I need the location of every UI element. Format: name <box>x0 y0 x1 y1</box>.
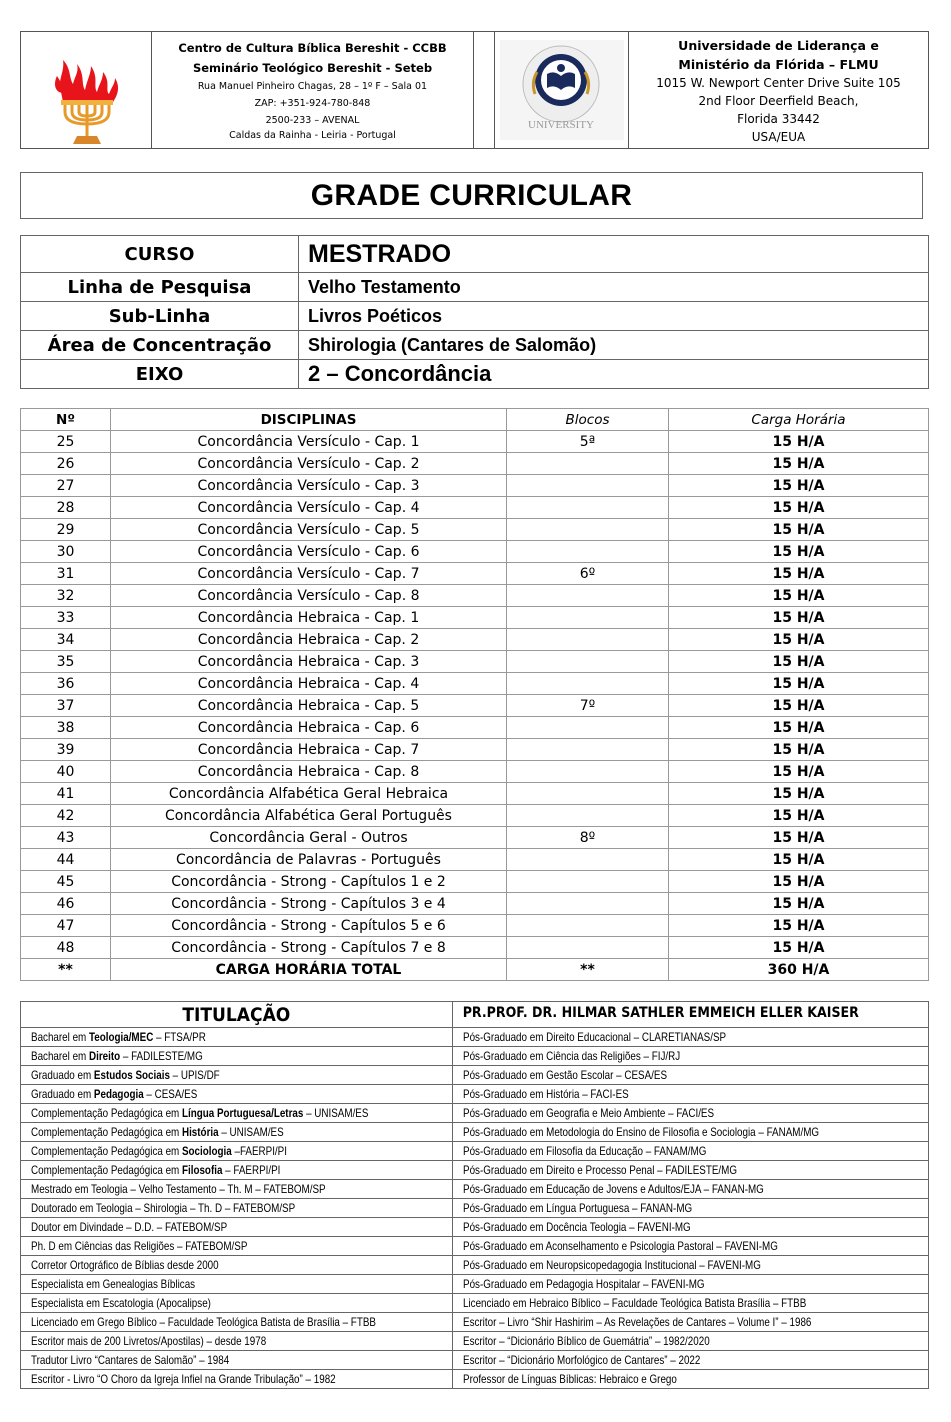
degree-text-pre: Corretor Ortográfico de Bíblias desde 2000 <box>31 1258 219 1272</box>
postgrad-item <box>452 1237 928 1256</box>
postgrad-text: Escritor – “Dicionário Bíblico de Guemátria” – 1982/2020 <box>462 1334 710 1348</box>
ccbb-info <box>152 32 474 148</box>
discipline-name: Concordância Hebraica - Cap. 8 <box>111 761 507 783</box>
discipline-row <box>21 717 929 739</box>
discipline-bloco <box>507 585 669 607</box>
discipline-carga: 15 H/A <box>669 651 929 673</box>
course-info-value: 2 – Concordância <box>299 360 929 389</box>
course-info-row <box>21 331 929 360</box>
professor-name-heading: PR.PROF. DR. HILMAR SATHLER EMMEICH ELLER KAISER <box>452 1002 928 1028</box>
postgrad-text: Pós-Graduado em Direito e Processo Penal – FADILESTE/MG <box>462 1163 737 1177</box>
ccbb-logo-cell <box>21 32 152 148</box>
titulacao-row <box>21 1294 929 1313</box>
flmu-name-line2: Ministério da Flórida – FLMU <box>678 57 879 72</box>
postgrad-item <box>452 1332 928 1351</box>
titulacao-row <box>21 1142 929 1161</box>
degree-text-pre: Doutorado em Teologia – Shirologia – Th. D – FATEBOM/SP <box>31 1201 296 1215</box>
discipline-row <box>21 739 929 761</box>
discipline-bloco: 7º <box>507 695 669 717</box>
col-header-discipline: DISCIPLINAS <box>111 409 507 431</box>
course-info-label: Área de Concentração <box>21 331 299 360</box>
total-bloco: ** <box>507 959 669 981</box>
course-info-row <box>21 236 929 273</box>
discipline-carga: 15 H/A <box>669 563 929 585</box>
discipline-name: Concordância Versículo - Cap. 4 <box>111 497 507 519</box>
discipline-carga: 15 H/A <box>669 827 929 849</box>
discipline-number: 45 <box>21 871 111 893</box>
titulacao-row <box>21 1123 929 1142</box>
discipline-name: Concordância Geral - Outros <box>111 827 507 849</box>
discipline-bloco <box>507 915 669 937</box>
discipline-carga: 15 H/A <box>669 783 929 805</box>
degree-text-bold: Direito <box>88 1049 121 1063</box>
discipline-number: 30 <box>21 541 111 563</box>
discipline-row <box>21 541 929 563</box>
postgrad-text: Escritor – Livro “Shir Hashirim – As Revelações de Cantares – Volume I” – 1986 <box>462 1315 812 1329</box>
degree-item <box>21 1180 453 1199</box>
postgrad-item <box>452 1370 928 1389</box>
total-label: CARGA HORÁRIA TOTAL <box>111 959 507 981</box>
discipline-bloco <box>507 761 669 783</box>
postgrad-item <box>452 1313 928 1332</box>
discipline-carga: 15 H/A <box>669 629 929 651</box>
titulacao-table <box>20 1001 929 1389</box>
discipline-name: Concordância Hebraica - Cap. 4 <box>111 673 507 695</box>
postgrad-text: Pós-Graduado em Pedagogia Hospitalar – FAVENI-MG <box>462 1277 705 1291</box>
degree-text-bold: Filosofia <box>181 1163 223 1177</box>
flmu-info <box>629 32 928 148</box>
discipline-number: 38 <box>21 717 111 739</box>
discipline-bloco <box>507 453 669 475</box>
postgrad-text: Pós-Graduado em História – FACI-ES <box>462 1087 629 1101</box>
degree-text-pre: Doutor em Divindade – D.D. – FATEBOM/SP <box>31 1220 228 1234</box>
degree-item <box>21 1275 453 1294</box>
discipline-bloco <box>507 805 669 827</box>
degree-item <box>21 1047 453 1066</box>
titulacao-row <box>21 1332 929 1351</box>
flmu-address-line3: Florida 33442 <box>737 112 820 126</box>
discipline-number: 29 <box>21 519 111 541</box>
discipline-name: Concordância Versículo - Cap. 3 <box>111 475 507 497</box>
degree-text-post: – FADILESTE/MG <box>120 1049 203 1063</box>
degree-text-pre: Bacharel em <box>31 1049 89 1063</box>
flmu-address-line2: 2nd Floor Deerfield Beach, <box>698 94 859 108</box>
discipline-bloco <box>507 937 669 959</box>
discipline-row <box>21 761 929 783</box>
discipline-number: 26 <box>21 453 111 475</box>
postgrad-item <box>452 1123 928 1142</box>
degree-item <box>21 1161 453 1180</box>
titulacao-row <box>21 1275 929 1294</box>
discipline-row <box>21 893 929 915</box>
discipline-bloco <box>507 651 669 673</box>
degree-text-pre: Escritor mais de 200 Livretos/Apostilas) – desde 1978 <box>31 1334 267 1348</box>
discipline-row <box>21 827 929 849</box>
postgrad-item <box>452 1294 928 1313</box>
discipline-name: Concordância - Strong - Capítulos 1 e 2 <box>111 871 507 893</box>
discipline-carga: 15 H/A <box>669 805 929 827</box>
discipline-carga: 15 H/A <box>669 761 929 783</box>
document-header <box>20 31 929 149</box>
course-info-row <box>21 302 929 331</box>
flmu-address-line1: 1015 W. Newport Center Drive Suite 105 <box>656 76 901 90</box>
disciplines-header-row <box>21 409 929 431</box>
degree-text-bold: Pedagogia <box>93 1087 144 1101</box>
discipline-bloco <box>507 893 669 915</box>
discipline-row <box>21 937 929 959</box>
col-header-carga: Carga Horária <box>669 409 929 431</box>
degree-item <box>21 1123 453 1142</box>
degree-item <box>21 1332 453 1351</box>
postgrad-item <box>452 1066 928 1085</box>
discipline-name: Concordância Versículo - Cap. 1 <box>111 431 507 453</box>
postgrad-text: Pós-Graduado em Gestão Escolar – CESA/ES <box>462 1068 667 1082</box>
degree-item <box>21 1066 453 1085</box>
discipline-row <box>21 475 929 497</box>
discipline-row <box>21 695 929 717</box>
discipline-name: Concordância Hebraica - Cap. 6 <box>111 717 507 739</box>
discipline-carga: 15 H/A <box>669 519 929 541</box>
degree-text-pre: Mestrado em Teologia – Velho Testamento – Th. M – FATEBOM/SP <box>31 1182 326 1196</box>
discipline-name: Concordância Versículo - Cap. 8 <box>111 585 507 607</box>
titulacao-header-row <box>21 1002 929 1028</box>
degree-text-pre: Complementação Pedagógica em <box>31 1106 182 1120</box>
flmu-address-line4: USA/EUA <box>751 130 806 144</box>
discipline-bloco <box>507 519 669 541</box>
discipline-bloco <box>507 497 669 519</box>
degree-text-bold: História <box>181 1125 219 1139</box>
titulacao-row <box>21 1066 929 1085</box>
discipline-number: 28 <box>21 497 111 519</box>
discipline-number: 42 <box>21 805 111 827</box>
discipline-number: 40 <box>21 761 111 783</box>
ccbb-address: Rua Manuel Pinheiro Chagas, 28 – 1º F – Sala 01 <box>197 81 428 92</box>
seal-text: UNIVERSITY <box>528 119 594 131</box>
discipline-name: Concordância Hebraica - Cap. 7 <box>111 739 507 761</box>
postgrad-text: Pós-Graduado em Metodologia do Ensino de Filosofia e Sociologia – FANAM/MG <box>462 1125 819 1139</box>
degree-text-pre: Especialista em Genealogias Bíblicas <box>31 1277 196 1291</box>
degree-item <box>21 1237 453 1256</box>
discipline-number: 34 <box>21 629 111 651</box>
discipline-bloco <box>507 607 669 629</box>
discipline-carga: 15 H/A <box>669 585 929 607</box>
discipline-carga: 15 H/A <box>669 541 929 563</box>
discipline-name: Concordância - Strong - Capítulos 3 e 4 <box>111 893 507 915</box>
disciplines-table <box>20 408 929 981</box>
course-info-value: Shirologia (Cantares de Salomão) <box>299 331 929 360</box>
discipline-carga: 15 H/A <box>669 431 929 453</box>
course-info-value: Velho Testamento <box>299 273 929 302</box>
titulacao-row <box>21 1085 929 1104</box>
discipline-row <box>21 497 929 519</box>
discipline-number: 25 <box>21 431 111 453</box>
degree-item <box>21 1294 453 1313</box>
discipline-row <box>21 673 929 695</box>
discipline-name: Concordância - Strong - Capítulos 5 e 6 <box>111 915 507 937</box>
discipline-row <box>21 871 929 893</box>
discipline-row <box>21 431 929 453</box>
titulacao-row <box>21 1237 929 1256</box>
header-spacer <box>474 32 495 148</box>
discipline-name: Concordância Hebraica - Cap. 3 <box>111 651 507 673</box>
flmu-name-line1: Universidade de Liderança e <box>678 38 879 53</box>
discipline-bloco <box>507 717 669 739</box>
degree-text-pre: Complementação Pedagógica em <box>31 1144 182 1158</box>
discipline-number: 47 <box>21 915 111 937</box>
degree-item <box>21 1142 453 1161</box>
discipline-number: 41 <box>21 783 111 805</box>
seteb-name: Seminário Teológico Bereshit - Seteb <box>192 61 433 75</box>
postgrad-item <box>452 1199 928 1218</box>
course-info-table <box>20 235 929 389</box>
postgrad-item <box>452 1161 928 1180</box>
discipline-name: Concordância Versículo - Cap. 6 <box>111 541 507 563</box>
titulacao-heading: TITULAÇÃO <box>21 1002 453 1028</box>
titulacao-row <box>21 1218 929 1237</box>
page-title: GRADE CURRICULAR <box>20 172 923 219</box>
degree-text-post: – FAERPI/PI <box>222 1163 281 1177</box>
degree-item <box>21 1199 453 1218</box>
discipline-carga: 15 H/A <box>669 717 929 739</box>
postgrad-text: Licenciado em Hebraico Bíblico – Faculdade Teológica Batista Brasília – FTBB <box>462 1296 806 1310</box>
postgrad-text: Pós-Graduado em Neuropsicopedagogia Institucional – FAVENI-MG <box>462 1258 761 1272</box>
postgrad-item <box>452 1275 928 1294</box>
discipline-name: Concordância Versículo - Cap. 7 <box>111 563 507 585</box>
degree-item <box>21 1256 453 1275</box>
degree-item <box>21 1104 453 1123</box>
postgrad-item <box>452 1085 928 1104</box>
degree-item <box>21 1313 453 1332</box>
course-info-label: Linha de Pesquisa <box>21 273 299 302</box>
course-info-value: MESTRADO <box>299 236 929 273</box>
degree-text-pre: Bacharel em <box>31 1030 89 1044</box>
titulacao-row <box>21 1256 929 1275</box>
discipline-bloco: 6º <box>507 563 669 585</box>
discipline-bloco <box>507 739 669 761</box>
postgrad-text: Pós-Graduado em Educação de Jovens e Adultos/EJA – FANAN-MG <box>462 1182 764 1196</box>
discipline-carga: 15 H/A <box>669 937 929 959</box>
discipline-number: 37 <box>21 695 111 717</box>
discipline-row <box>21 849 929 871</box>
discipline-carga: 15 H/A <box>669 739 929 761</box>
degree-text-pre: Graduado em <box>31 1068 94 1082</box>
postgrad-text: Pós-Graduado em Direito Educacional – CLARETIANAS/SP <box>462 1030 726 1044</box>
degree-item <box>21 1370 453 1389</box>
degree-item <box>21 1085 453 1104</box>
degree-item <box>21 1218 453 1237</box>
degree-text-post: – FTSA/PR <box>153 1030 206 1044</box>
degree-text-post: –FAERPI/PI <box>231 1144 287 1158</box>
discipline-carga: 15 H/A <box>669 453 929 475</box>
postgrad-text: Pós-Graduado em Aconselhamento e Psicologia Pastoral – FAVENI-MG <box>462 1239 778 1253</box>
postgrad-text: Pós-Graduado em Ciência das Religiões – FIJ/RJ <box>462 1049 680 1063</box>
course-info-row <box>21 360 929 389</box>
discipline-number: 48 <box>21 937 111 959</box>
degree-text-post: – CESA/ES <box>143 1087 198 1101</box>
discipline-row <box>21 783 929 805</box>
discipline-bloco <box>507 541 669 563</box>
ccbb-name: Centro de Cultura Bíblica Bereshit - CCBB <box>178 41 447 55</box>
degree-text-pre: Licenciado em Grego Bíblico – Faculdade Teológica Batista de Brasília – FTBB <box>31 1315 376 1329</box>
col-header-bloco: Blocos <box>507 409 669 431</box>
titulacao-row <box>21 1028 929 1047</box>
discipline-carga: 15 H/A <box>669 893 929 915</box>
discipline-carga: 15 H/A <box>669 871 929 893</box>
titulacao-row <box>21 1047 929 1066</box>
titulacao-row <box>21 1313 929 1332</box>
discipline-row <box>21 453 929 475</box>
titulacao-row <box>21 1161 929 1180</box>
ccbb-city: Caldas da Rainha - Leiria - Portugal <box>229 130 396 141</box>
discipline-bloco <box>507 475 669 497</box>
course-info-label: Sub-Linha <box>21 302 299 331</box>
discipline-carga: 15 H/A <box>669 607 929 629</box>
discipline-row <box>21 563 929 585</box>
course-info-label: EIXO <box>21 360 299 389</box>
discipline-number: 35 <box>21 651 111 673</box>
discipline-carga: 15 H/A <box>669 673 929 695</box>
discipline-bloco <box>507 871 669 893</box>
degree-text-pre: Complementação Pedagógica em <box>31 1163 182 1177</box>
discipline-bloco: 8º <box>507 827 669 849</box>
discipline-number: 46 <box>21 893 111 915</box>
discipline-row <box>21 805 929 827</box>
postgrad-text: Pós-Graduado em Língua Portuguesa – FANAN-MG <box>462 1201 692 1215</box>
discipline-bloco <box>507 629 669 651</box>
discipline-name: Concordância - Strong - Capítulos 7 e 8 <box>111 937 507 959</box>
degree-text-bold: Estudos Sociais <box>93 1068 170 1082</box>
discipline-name: Concordância Hebraica - Cap. 2 <box>111 629 507 651</box>
titulacao-row <box>21 1104 929 1123</box>
course-info-row <box>21 273 929 302</box>
postgrad-text: Escritor – “Dicionário Morfológico de Cantares” – 2022 <box>462 1353 701 1367</box>
discipline-row <box>21 629 929 651</box>
degree-text-bold: Língua Portuguesa/Letras <box>181 1106 304 1120</box>
titulacao-row <box>21 1199 929 1218</box>
discipline-name: Concordância Alfabética Geral Português <box>111 805 507 827</box>
discipline-name: Concordância Alfabética Geral Hebraica <box>111 783 507 805</box>
titulacao-row <box>21 1180 929 1199</box>
discipline-name: Concordância Hebraica - Cap. 5 <box>111 695 507 717</box>
degree-text-pre: Tradutor Livro “Cantares de Salomão” – 1984 <box>31 1353 230 1367</box>
discipline-carga: 15 H/A <box>669 497 929 519</box>
university-seal-icon <box>495 32 629 148</box>
degree-text-pre: Ph. D em Ciências das Religiões – FATEBOM/SP <box>31 1239 248 1253</box>
degree-text-pre: Graduado em <box>31 1087 94 1101</box>
postgrad-text: Pós-Graduado em Docência Teologia – FAVENI-MG <box>462 1220 691 1234</box>
postgrad-item <box>452 1142 928 1161</box>
discipline-number: 36 <box>21 673 111 695</box>
discipline-bloco <box>507 849 669 871</box>
discipline-row <box>21 585 929 607</box>
degree-text-post: – UPIS/DF <box>169 1068 220 1082</box>
discipline-name: Concordância Versículo - Cap. 2 <box>111 453 507 475</box>
degree-item <box>21 1028 453 1047</box>
discipline-name: Concordância Versículo - Cap. 5 <box>111 519 507 541</box>
discipline-number: 44 <box>21 849 111 871</box>
ccbb-postal: 2500-233 – AVENAL <box>265 115 360 126</box>
degree-text-post: – UNISAM/ES <box>218 1125 284 1139</box>
discipline-row <box>21 519 929 541</box>
flmu-logo-cell <box>495 32 629 148</box>
total-row <box>21 959 929 981</box>
postgrad-text: Professor de Línguas Bíblicas: Hebraico e Grego <box>462 1372 677 1386</box>
menorah-flame-logo-icon <box>21 32 152 148</box>
discipline-number: 33 <box>21 607 111 629</box>
degree-text-bold: Sociologia <box>181 1144 232 1158</box>
col-header-number: Nº <box>21 409 111 431</box>
discipline-number: 27 <box>21 475 111 497</box>
degree-text-bold: Teologia/MEC <box>88 1030 154 1044</box>
discipline-carga: 15 H/A <box>669 915 929 937</box>
discipline-number: 32 <box>21 585 111 607</box>
ccbb-phone: ZAP: +351-924-780-848 <box>254 98 371 109</box>
discipline-row <box>21 915 929 937</box>
discipline-number: 39 <box>21 739 111 761</box>
degree-text-pre: Escritor - Livro “O Choro da Igreja Infiel na Grande Tribulação” – 1982 <box>31 1372 336 1386</box>
discipline-number: 43 <box>21 827 111 849</box>
discipline-bloco <box>507 783 669 805</box>
degree-text-pre: Especialista em Escatologia (Apocalipse) <box>31 1296 211 1310</box>
discipline-number: 31 <box>21 563 111 585</box>
total-number: ** <box>21 959 111 981</box>
postgrad-item <box>452 1256 928 1275</box>
postgrad-text: Pós-Graduado em Geografia e Meio Ambiente – FACI/ES <box>462 1106 714 1120</box>
discipline-bloco <box>507 673 669 695</box>
course-info-label: CURSO <box>21 236 299 273</box>
postgrad-item <box>452 1351 928 1370</box>
postgrad-item <box>452 1104 928 1123</box>
course-info-value: Livros Poéticos <box>299 302 929 331</box>
discipline-carga: 15 H/A <box>669 695 929 717</box>
postgrad-item <box>452 1180 928 1199</box>
degree-text-pre: Complementação Pedagógica em <box>31 1125 182 1139</box>
discipline-row <box>21 651 929 673</box>
titulacao-row <box>21 1370 929 1389</box>
discipline-row <box>21 607 929 629</box>
postgrad-item <box>452 1047 928 1066</box>
postgrad-text: Pós-Graduado em Filosofia da Educação – FANAM/MG <box>462 1144 707 1158</box>
total-carga: 360 H/A <box>669 959 929 981</box>
degree-text-post: – UNISAM/ES <box>303 1106 369 1120</box>
degree-item <box>21 1351 453 1370</box>
discipline-carga: 15 H/A <box>669 849 929 871</box>
discipline-name: Concordância de Palavras - Português <box>111 849 507 871</box>
postgrad-item <box>452 1218 928 1237</box>
discipline-carga: 15 H/A <box>669 475 929 497</box>
discipline-bloco: 5ª <box>507 431 669 453</box>
postgrad-item <box>452 1028 928 1047</box>
titulacao-row <box>21 1351 929 1370</box>
discipline-name: Concordância Hebraica - Cap. 1 <box>111 607 507 629</box>
